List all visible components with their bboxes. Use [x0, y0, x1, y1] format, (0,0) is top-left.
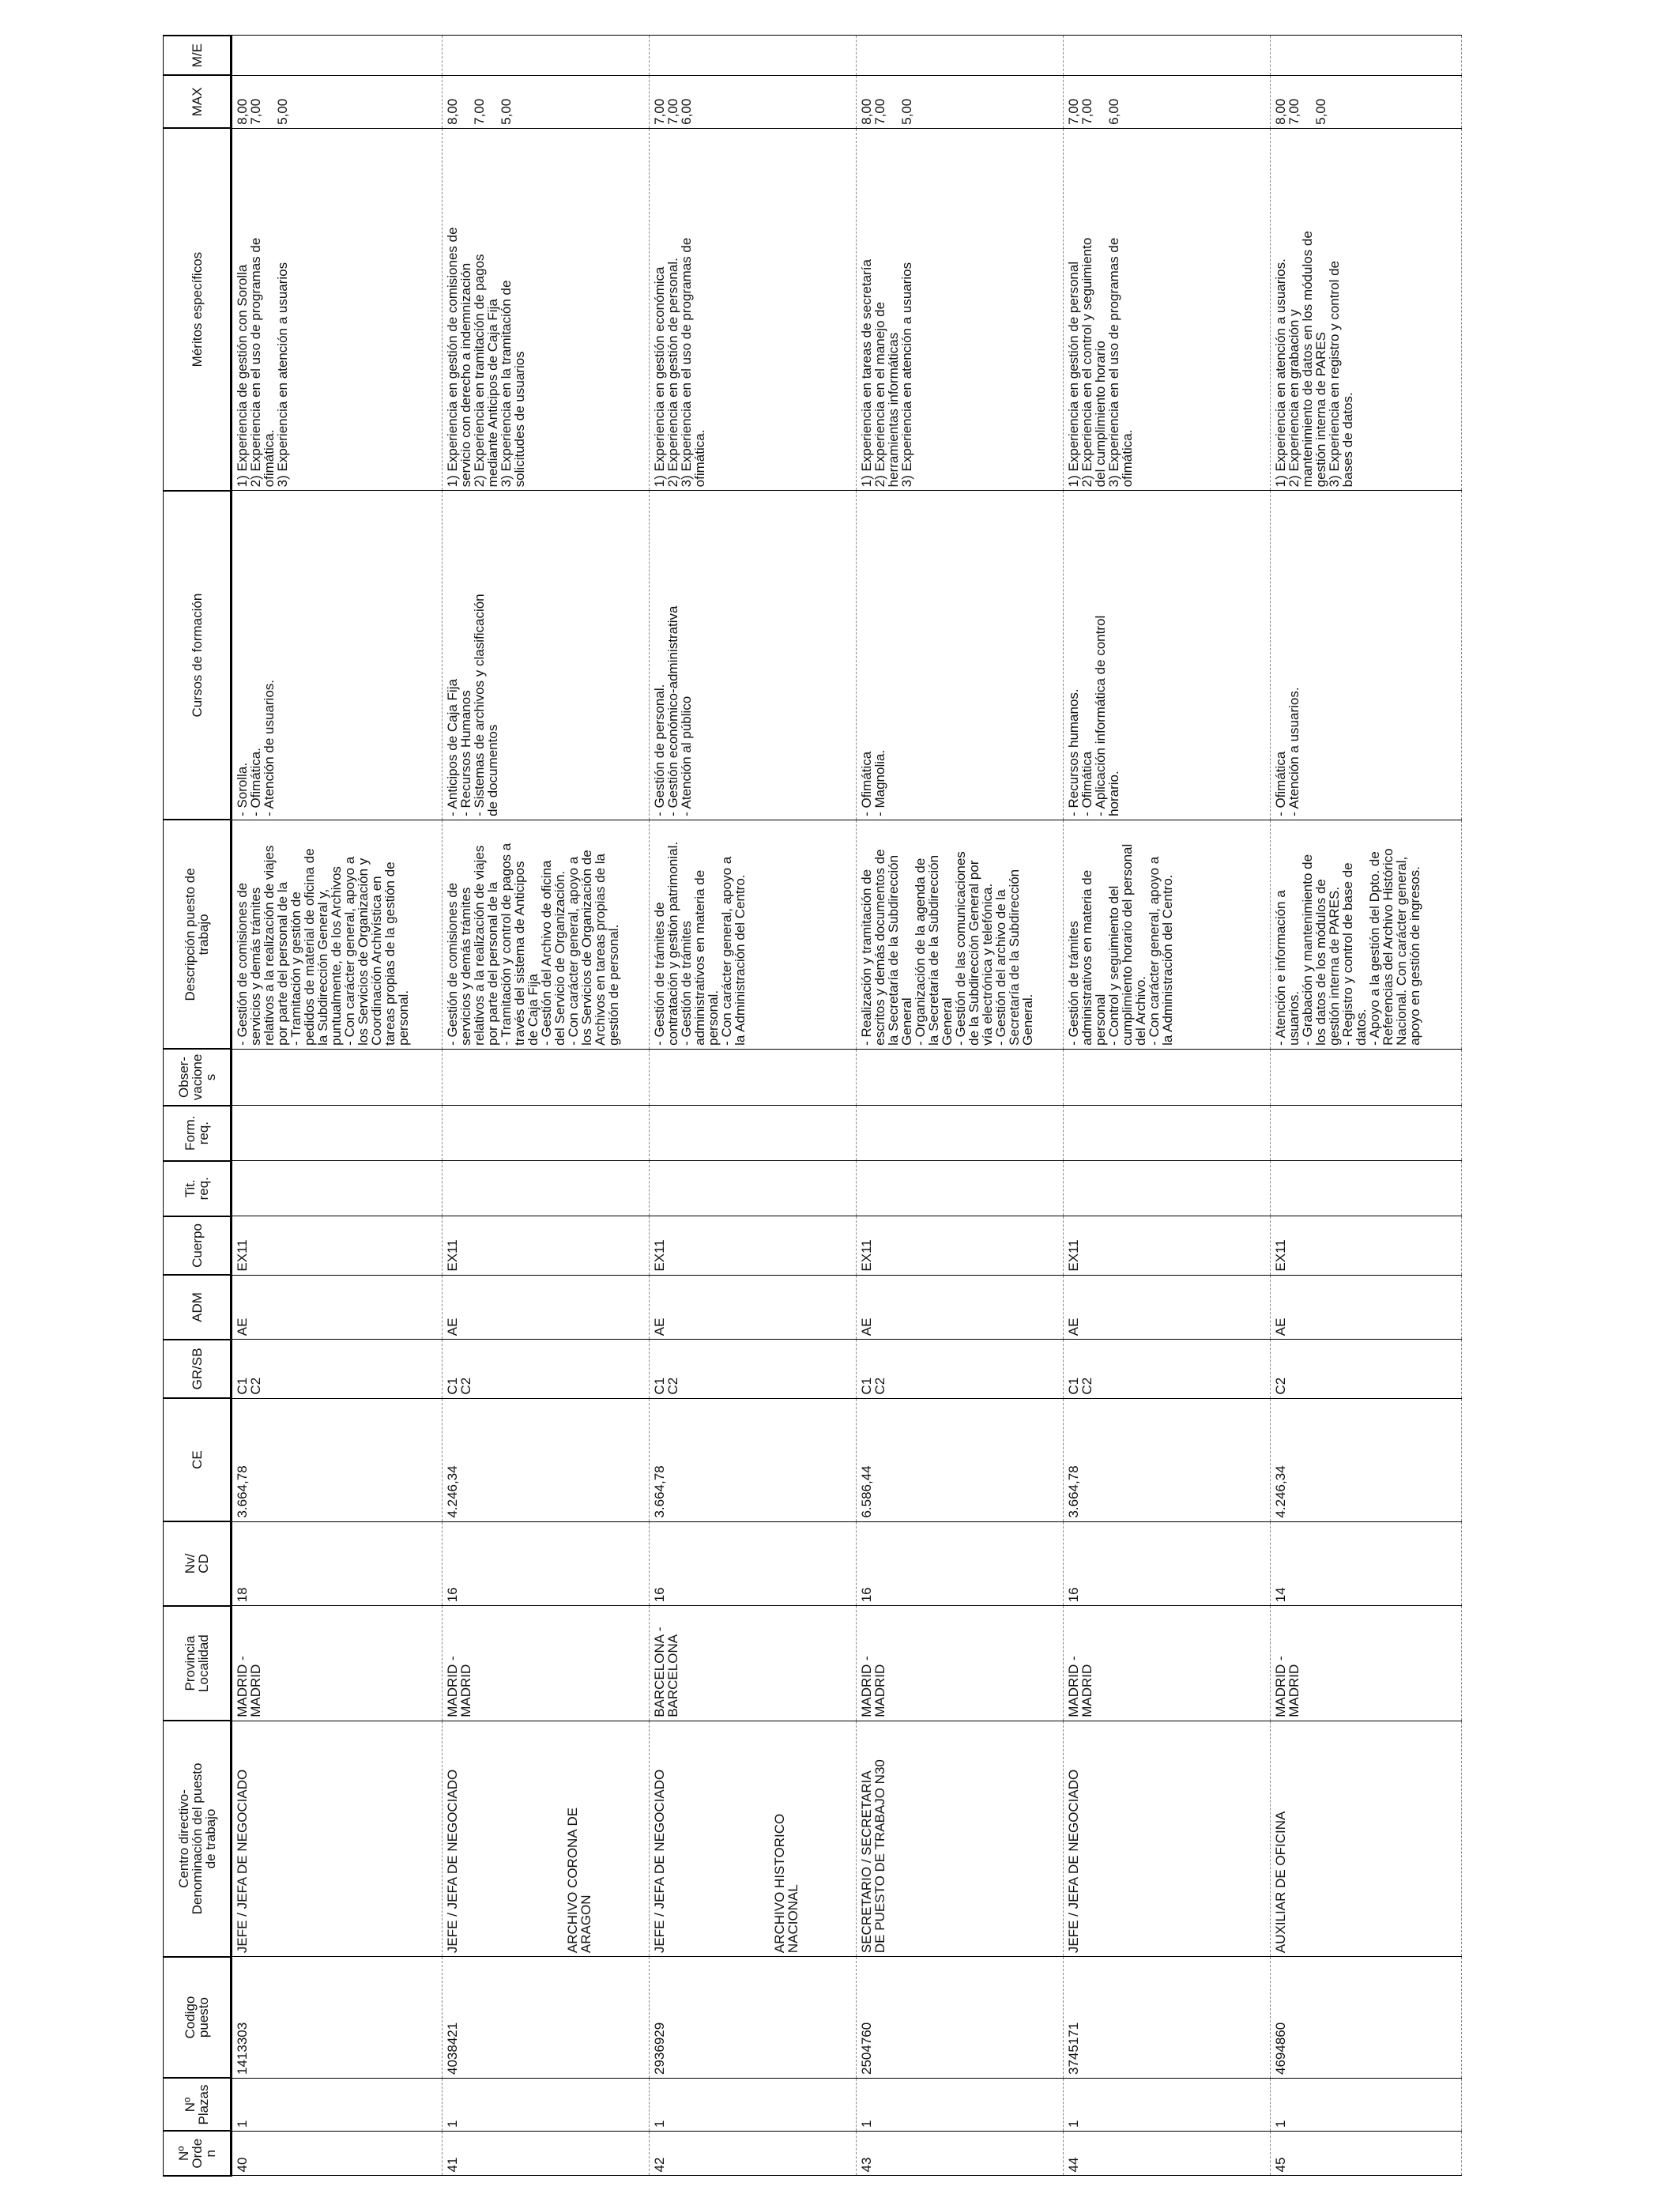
cell-max: 8,00 7,00 5,00 [1271, 75, 1462, 128]
cell-puesto: SECRETARIO / SECRETARIA DE PUESTO DE TRABAJO N30 [859, 1759, 887, 1954]
cell-observaciones [443, 1049, 650, 1105]
cell-titulacion [650, 1161, 857, 1216]
cell-descripcion: - Gestión de trámites de contratación y gestión patrimonial. - Gestión de trámites administrativos en materia de personal. - Con carácter general, apoyo a la Administración del Centro. [650, 820, 857, 1049]
cell-adm: AE [232, 1275, 443, 1340]
col-max: MAX [164, 75, 232, 128]
cell-adm: AE [1064, 1275, 1271, 1340]
table-row [443, 36, 650, 2176]
col-plazas: Nº Plazas [164, 2079, 232, 2132]
cell-plazas: 1 [1064, 2079, 1271, 2132]
cell-titulacion [443, 1161, 650, 1216]
cell-centro [1064, 1721, 1271, 1956]
col-meritos: Méritos específicos [164, 128, 232, 490]
cell-plazas: 1 [650, 2079, 857, 2132]
cell-codigo: 3745171 [1064, 1957, 1271, 2079]
cell-nivel: 16 [650, 1521, 857, 1606]
col-nivel: Nv/ CD [164, 1521, 232, 1606]
col-cursos: Cursos de formación [164, 491, 232, 820]
cell-adm: AE [1271, 1275, 1462, 1340]
cell-centro [1271, 1721, 1462, 1956]
cell-plazas: 1 [443, 2079, 650, 2132]
cell-provincia: MADRID - MADRID [857, 1606, 1064, 1721]
cell-me [857, 36, 1064, 75]
cell-ce: 4.246,34 [1271, 1398, 1462, 1521]
cell-centro [232, 1721, 443, 1956]
cell-formacion [1271, 1106, 1462, 1161]
cell-me [1271, 36, 1462, 75]
cell-cuerpo: EX11 [1271, 1216, 1462, 1275]
cell-meritos: 1) Experiencia en gestión de personal 2) Experiencia en el control y seguimiento del cumplimiento horario 3) Experiencia en el uso de programas de ofimática. [1064, 128, 1271, 490]
cell-formacion [1064, 1106, 1271, 1161]
cell-me [232, 36, 443, 75]
cell-cursos: - Ofimática - Atención a usuarios. [1271, 491, 1462, 820]
cell-puesto: JEFE / JEFA DE NEGOCIADO [1066, 1769, 1081, 1954]
cell-titulacion [1271, 1161, 1462, 1216]
cell-codigo: 4694860 [1271, 1957, 1462, 2079]
cell-me [443, 36, 650, 75]
cell-orden: 43 [857, 2131, 1064, 2176]
table-row [1271, 36, 1462, 2176]
cell-descripcion: - Gestión de comisiones de servicios y demás trámites relativos a la realización de viajes por parte del personal de la - Tramitación y control de pagos a través del sistema de Anticipos de Caja Fija - Gestión del Archivo de oficina del Servicio de Organización. - Con carácter general, apoyo a los Servicios de Organización de Archivos en tareas propias de la gestión de personal. [443, 820, 650, 1049]
cell-nivel: 16 [443, 1521, 650, 1606]
col-adm: ADM [164, 1275, 232, 1340]
cell-puesto: JEFE / JEFA DE NEGOCIADO [445, 1769, 460, 1954]
cell-me [650, 36, 857, 75]
col-ce: CE [164, 1398, 232, 1521]
cell-descripcion: - Realización y tramitación de escritos y demás documentos de la Secretaría de la Subdirección General - Organización de la agenda de la Secretaría de la Subdirección General - Gestión de las comunicaciones de la Subdirección General por vía electrónica y telefónica. - Gestión del archivo de la Secretaría de la Subdirección General. [857, 820, 1064, 1049]
cell-puesto: AUXILIAR DE OFICINA [1273, 1811, 1288, 1954]
table-row [650, 36, 857, 2176]
col-observaciones: Obser- vaciones [164, 1049, 232, 1105]
cell-orden: 42 [650, 2131, 857, 2176]
table-header [164, 36, 232, 2176]
cell-meritos: 1) Experiencia en atención a usuarios. 2) Experiencia en grabación y mantenimiento de datos en los módulos de gestión interna de PARES 3) Experiencia en registro y control de bases de datos. [1271, 128, 1462, 490]
cell-meritos: 1) Experiencia en tareas de secretaría 2) Experiencia en el manejo de herramientas informáticas 3) Experiencia en atención a usuarios [857, 128, 1064, 490]
cell-grupo: C2 [1271, 1340, 1462, 1398]
cell-ce: 3.664,78 [1064, 1398, 1271, 1521]
cell-provincia: MADRID - MADRID [1064, 1606, 1271, 1721]
cell-formacion [443, 1106, 650, 1161]
cell-ce: 3.664,78 [650, 1398, 857, 1521]
cell-orden: 44 [1064, 2131, 1271, 2176]
cell-descripcion: - Gestión de trámites administrativos en materia de personal - Control y seguimiento del cumplimiento horario del personal del Archivo. - Con carácter general, apoyo a la Administración del Centro. [1064, 820, 1271, 1049]
cell-puesto: JEFE / JEFA DE NEGOCIADO [235, 1769, 250, 1954]
cell-max: 8,00 7,00 5,00 [232, 75, 443, 128]
cell-ce: 6.586,44 [857, 1398, 1064, 1521]
cell-max: 8,00 7,00 5,00 [443, 75, 650, 128]
cell-nivel: 16 [1064, 1521, 1271, 1606]
cell-adm: AE [857, 1275, 1064, 1340]
cell-plazas: 1 [857, 2079, 1064, 2132]
table-body [232, 36, 1462, 2176]
col-orden: Nº Orden [164, 2131, 232, 2176]
cell-codigo: 1413303 [232, 1957, 443, 2079]
cell-cuerpo: EX11 [857, 1216, 1064, 1275]
table-row [857, 36, 1064, 2176]
col-titulacion: Tit. req. [164, 1161, 232, 1216]
cell-orden: 45 [1271, 2131, 1462, 2176]
cell-codigo: 2936929 [650, 1957, 857, 2079]
col-provincia: Provincia Localidad [164, 1606, 232, 1721]
cell-formacion [650, 1106, 857, 1161]
cell-centro [772, 1721, 1064, 1956]
cell-provincia: MADRID - MADRID [443, 1606, 650, 1721]
cell-grupo: C1 C2 [443, 1340, 650, 1398]
cell-cuerpo: EX11 [443, 1216, 650, 1275]
col-centro: Centro directivo- Denominación del puesto de trabajo [164, 1721, 232, 1956]
cell-observaciones [1271, 1049, 1462, 1105]
col-grupo: GR/SB [164, 1340, 232, 1398]
col-formacion: Form. req. [164, 1106, 232, 1161]
cell-unit: ARCHIVO CORONA DE ARAGON [565, 1807, 593, 1954]
cell-cursos: - Ofimática - Magnolia. [857, 491, 1064, 820]
cell-plazas: 1 [232, 2079, 443, 2132]
cell-cuerpo: EX11 [232, 1216, 443, 1275]
cell-centro [565, 1721, 857, 1956]
cell-titulacion [232, 1161, 443, 1216]
cell-descripcion: - Atención e información a usuarios. - Grabación y mantenimiento de los datos de los módulos de gestión interna de PARES. - Registro y control de base de datos. - Apoyo a la gestión del Dpto. de Referencias del Archivo Histórico Nacional. Con carácter general, apoyo en gestión de ingresos. [1271, 820, 1462, 1049]
cell-nivel: 14 [1271, 1521, 1462, 1606]
cell-plazas: 1 [1271, 2079, 1462, 2132]
cell-grupo: C1 C2 [1064, 1340, 1271, 1398]
cell-observaciones [650, 1049, 857, 1105]
cell-orden: 40 [232, 2131, 443, 2176]
cell-observaciones [232, 1049, 443, 1105]
cell-observaciones [1064, 1049, 1271, 1105]
cell-provincia: BARCELONA - BARCELONA [650, 1606, 857, 1721]
cell-titulacion [857, 1161, 1064, 1216]
cell-centro [443, 1721, 650, 1956]
cell-meritos: 1) Experiencia en gestión económica 2) Experiencia en gestión de personal. 3) Experiencia en el uso de programas de ofimática. [650, 128, 857, 490]
cell-grupo: C1 C2 [232, 1340, 443, 1398]
col-codigo: Codigo puesto [164, 1957, 232, 2079]
cell-titulacion [1064, 1161, 1271, 1216]
cell-max: 7,00 7,00 6,00 [1064, 75, 1271, 128]
cell-descripcion: - Gestión de comisiones de servicios y demás trámites relativos a la realización de viajes por parte del personal de la - Tramitación y gestión de pedidos de material de oficina de la Subdirección General y, puntualmente, de los Archivos - Con carácter general, apoyo a los Servicios de Organización y Coordinación Archivística en tareas propias de la gestión de personal. [232, 820, 443, 1049]
col-cuerpo: Cuerpo [164, 1216, 232, 1275]
cell-max: 7,00 7,00 6,00 [650, 75, 857, 128]
cell-provincia: MADRID - MADRID [1271, 1606, 1462, 1721]
cell-unit: ARCHIVO HISTORICO NACIONAL [772, 1813, 800, 1954]
cell-cuerpo: EX11 [650, 1216, 857, 1275]
cell-ce: 3.664,78 [232, 1398, 443, 1521]
cell-grupo: C1 C2 [650, 1340, 857, 1398]
table-row [1064, 36, 1271, 2176]
cell-cursos: - Anticipos de Caja Fija - Recursos Humanos - Sistemas de archivos y clasificación de documentos [443, 491, 650, 820]
cell-formacion [232, 1106, 443, 1161]
cell-provincia: MADRID - MADRID [232, 1606, 443, 1721]
cell-formacion [857, 1106, 1064, 1161]
cell-max: 8,00 7,00 5,00 [857, 75, 1064, 128]
cell-codigo: 4038421 [443, 1957, 650, 2079]
cell-adm: AE [443, 1275, 650, 1340]
cell-cursos: - Recursos humanos. - Ofimática - Aplicación informática de control horario. [1064, 491, 1271, 820]
cell-meritos: 1) Experiencia de gestión con Sorolla 2) Experiencia en el uso de programas de ofimática. 3) Experiencia en atención a usuarios [232, 128, 443, 490]
cell-nivel: 16 [857, 1521, 1064, 1606]
cell-orden: 41 [443, 2131, 650, 2176]
cell-cuerpo: EX11 [1064, 1216, 1271, 1275]
cell-puesto: JEFE / JEFA DE NEGOCIADO [652, 1769, 667, 1954]
cell-meritos: 1) Experiencia en gestión de comisiones de servicio con derecho a indemnización 2) Experiencia en tramitación de pagos mediante Anticipos de Caja Fija 3) Experiencia en la tramitación de solicitudes de usuarios [443, 128, 650, 490]
cell-cursos: - Sorolla. - Ofimática. - Atención de usuarios. [232, 491, 443, 820]
cell-ce: 4.246,34 [443, 1398, 650, 1521]
cell-cursos: - Gestión de personal. - Gestión económico-administrativa - Atención al público [650, 491, 857, 820]
col-me: M/E [164, 36, 232, 75]
cell-grupo: C1 C2 [857, 1340, 1064, 1398]
positions-table [163, 35, 1462, 2177]
table-row [232, 36, 443, 2176]
cell-observaciones [857, 1049, 1064, 1105]
rotated-table-sheet [163, 35, 1422, 2177]
cell-adm: AE [650, 1275, 857, 1340]
cell-nivel: 18 [232, 1521, 443, 1606]
col-descripcion: Descripción puesto de trabajo [164, 820, 232, 1049]
cell-me [1064, 36, 1271, 75]
cell-codigo: 2504760 [857, 1957, 1064, 2079]
